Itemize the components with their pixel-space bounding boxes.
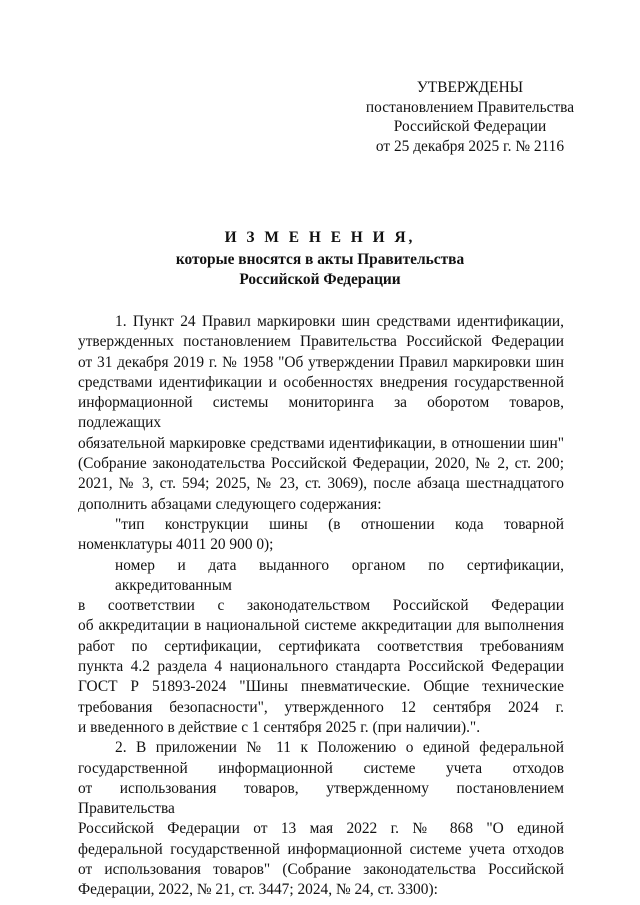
text-line: 2021, № 3, ст. 594; 2025, № 23, ст. 3069), после абзаца шестнадцатого: [78, 475, 564, 493]
document-title: И З М Е Н Е Н И Я,: [224, 229, 416, 246]
approval-stamp: [340, 78, 600, 156]
text-line: информационной системы мониторинга за оборотом товаров, подлежащих: [78, 394, 564, 432]
approval-line-3: от 25 декабря 2025 г. № 2116: [375, 137, 565, 155]
text-line: "тип конструкции шины (в отношении кода товарной: [115, 515, 564, 533]
text-line: пункта 4.2 раздела 4 национального стандарта Российской Федерации: [78, 658, 564, 676]
text-line: федеральной государственной информационной системе учета отходов: [78, 840, 564, 858]
text-line: и введенного в действие с 1 сентября 2025 г. (при наличии).".: [78, 718, 481, 736]
paragraph-1: [78, 312, 564, 515]
text-line: ГОСТ Р 51893-2024 "Шины пневматические. Общие технические: [78, 678, 564, 696]
text-line: средствами идентификации и особенностях внедрения государственной: [78, 373, 564, 391]
text-line: дополнить абзацами следующего содержания:: [78, 495, 382, 513]
text-line: обязательной маркировке средствами идентификации, в отношении шин": [78, 434, 564, 452]
text-line: Российской Федерации от 13 мая 2022 г. № 868 "О единой: [78, 820, 564, 838]
document-subtitle: [0, 250, 640, 289]
text-line: 2. В приложении № 11 к Положению о единой федеральной: [115, 739, 564, 757]
approval-line-1: постановлением Правительства: [365, 98, 575, 116]
text-line: в соответствии с законодательством Российской Федерации: [78, 597, 564, 615]
text-line: требования безопасности", утвержденного 12 сентября 2024 г.: [78, 698, 564, 716]
text-line: номенклатуры 4011 20 900 0);: [78, 536, 274, 554]
text-line: работ по сертификации, сертификата соответствия требованиям: [78, 637, 564, 655]
approval-line-2: Российской Федерации: [393, 118, 547, 135]
approval-head: УТВЕРЖДЕНЫ: [416, 79, 524, 96]
text-line: государственной информационной системе учета отходов: [78, 759, 564, 777]
text-line: от 31 декабря 2019 г. № 1958 "Об утверждении Правил маркировки шин: [78, 353, 564, 371]
text-line: номер и дата выданного органом по сертификации, аккредитованным: [115, 556, 564, 594]
text-line: утвержденных постановлением Правительства Российской Федерации: [78, 333, 564, 351]
text-line: 1. Пункт 24 Правил маркировки шин средствами идентификации,: [115, 313, 564, 330]
subtitle-line-2: Российской Федерации: [239, 270, 401, 288]
text-line: Федерации, 2022, № 21, ст. 3447; 2024, № 24, ст. 3300):: [78, 881, 438, 899]
paragraph-4: [78, 738, 564, 900]
subtitle-line-1: которые вносятся в акты Правительства: [175, 251, 465, 268]
text-line: от использования товаров" (Собрание законодательства Российской: [78, 861, 564, 879]
text-line: (Собрание законодательства Российской Федерации, 2020, № 2, ст. 200;: [78, 455, 564, 473]
text-line: от использования товаров, утвержденному постановлением Правительства: [78, 779, 564, 818]
document-body: [78, 312, 564, 901]
paragraph-2: [78, 515, 564, 556]
paragraph-3: [78, 556, 564, 739]
text-line: об аккредитации в национальной системе аккредитации для выполнения: [78, 617, 564, 635]
